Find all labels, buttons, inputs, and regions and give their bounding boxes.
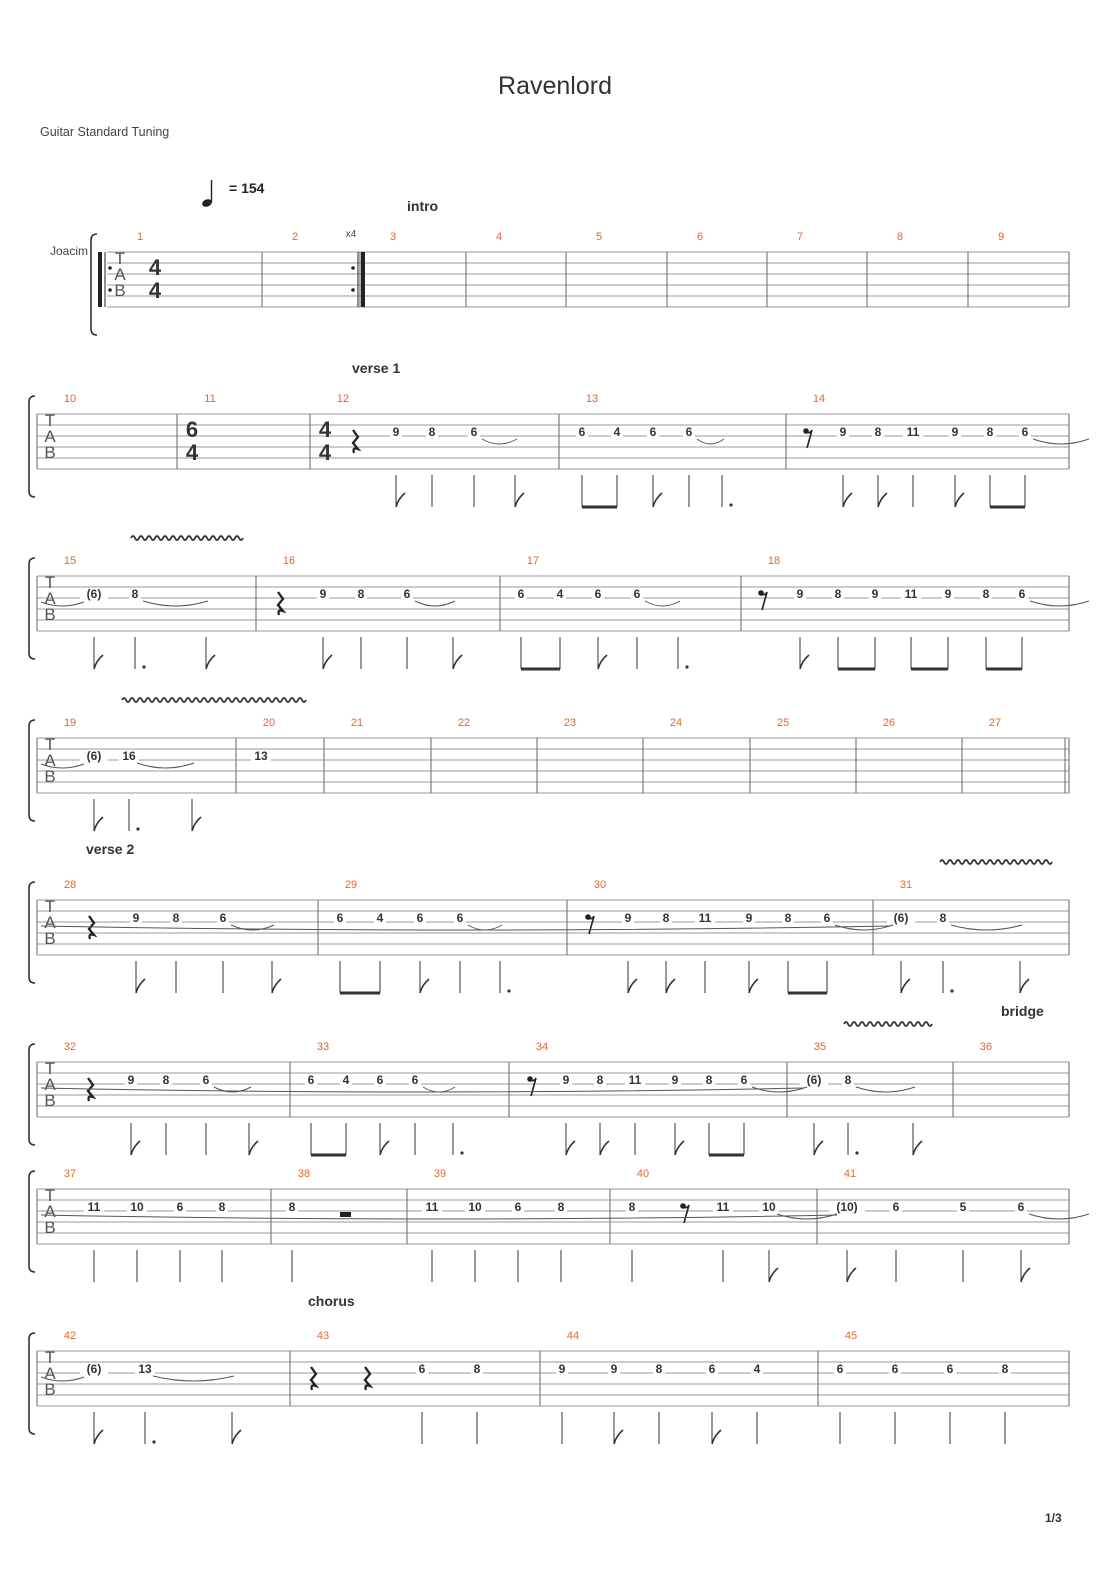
tab-clef-letter: A xyxy=(114,265,126,284)
eighth-flag xyxy=(913,1141,922,1155)
eighth-rest xyxy=(588,916,594,934)
fret-number: 8 xyxy=(557,1200,565,1214)
duration-dot xyxy=(950,989,953,992)
duration-dot xyxy=(142,665,145,668)
fret-number: 8 xyxy=(874,425,882,439)
fret-number: 6 xyxy=(307,1073,315,1087)
staff-system xyxy=(29,1171,1089,1282)
eighth-flag xyxy=(249,1141,258,1155)
measure-number: 9 xyxy=(997,231,1005,243)
tab-clef-letter: A xyxy=(44,751,56,770)
eighth-flag xyxy=(843,493,852,507)
fret-number: 10 xyxy=(130,1200,144,1214)
measure-number: 24 xyxy=(669,717,683,729)
fret-number: (6) xyxy=(806,1073,822,1087)
measure-number: 4 xyxy=(495,231,503,243)
fret-number: 10 xyxy=(762,1200,776,1214)
fret-number: 9 xyxy=(839,425,847,439)
eighth-flag xyxy=(380,1141,389,1155)
time-signature-top: 4 xyxy=(318,417,332,442)
staff-brace xyxy=(29,1333,35,1434)
fret-number: 8 xyxy=(662,911,670,925)
staff-system xyxy=(29,1022,1069,1155)
eighth-rest xyxy=(530,1078,536,1096)
tie-arc xyxy=(143,601,208,606)
measure-number: 1 xyxy=(136,231,144,243)
fret-number: (6) xyxy=(893,911,909,925)
staff-system xyxy=(29,698,1069,831)
fret-number: 6 xyxy=(403,587,411,601)
staff-system xyxy=(29,536,1089,669)
tab-clef-letter: T xyxy=(44,573,56,592)
eighth-flag xyxy=(206,655,215,669)
fret-number: 8 xyxy=(982,587,990,601)
tab-clef-letter: B xyxy=(44,1380,56,1399)
page-number: 1/3 xyxy=(1045,1511,1062,1525)
staff-brace xyxy=(29,396,35,497)
eighth-flag xyxy=(420,979,429,993)
fret-number: 9 xyxy=(610,1362,618,1376)
track-name: Joacim xyxy=(49,244,89,258)
measure-number: 17 xyxy=(526,555,540,567)
fret-number: 4 xyxy=(376,911,384,925)
measure-number: 43 xyxy=(316,1330,330,1342)
vibrato-line xyxy=(940,860,1052,864)
fret-number: 6 xyxy=(416,911,424,925)
fret-number: 6 xyxy=(708,1362,716,1376)
section-marker: bridge xyxy=(1001,1003,1044,1019)
tab-clef-letter: A xyxy=(44,1075,56,1094)
fret-number: 6 xyxy=(823,911,831,925)
fret-number: 6 xyxy=(1018,587,1026,601)
tab-clef-letter: B xyxy=(44,767,56,786)
fret-number: 13 xyxy=(138,1362,152,1376)
section-marker: verse 1 xyxy=(352,360,401,376)
eighth-flag xyxy=(1020,979,1029,993)
measure-number: 10 xyxy=(63,393,77,405)
fret-number: 8 xyxy=(428,425,436,439)
fret-number: 6 xyxy=(456,911,464,925)
eighth-flag xyxy=(94,817,103,831)
fret-number: 6 xyxy=(1017,1200,1025,1214)
time-signature-top: 4 xyxy=(148,255,162,280)
measure-number: 12 xyxy=(336,393,350,405)
fret-number: 8 xyxy=(986,425,994,439)
measure-number: 45 xyxy=(844,1330,858,1342)
eighth-flag xyxy=(628,979,637,993)
measure-number: 20 xyxy=(262,717,276,729)
repeat-dot xyxy=(108,288,112,292)
fret-number: 11 xyxy=(87,1200,101,1214)
eighth-flag xyxy=(323,655,332,669)
section-marker: chorus xyxy=(308,1293,355,1309)
quarter-rest xyxy=(278,592,283,615)
eighth-flag xyxy=(769,1268,778,1282)
eighth-rest xyxy=(683,1205,689,1223)
measure-number: 13 xyxy=(585,393,599,405)
fret-number: 9 xyxy=(951,425,959,439)
fret-number: (6) xyxy=(86,1362,102,1376)
time-signature-bottom: 4 xyxy=(185,440,199,465)
fret-number: 10 xyxy=(468,1200,482,1214)
measure-number: 27 xyxy=(988,717,1002,729)
eighth-flag xyxy=(453,655,462,669)
fret-number: 6 xyxy=(514,1200,522,1214)
fret-number: 8 xyxy=(357,587,365,601)
fret-number: 6 xyxy=(1021,425,1029,439)
fret-number: 11 xyxy=(716,1200,730,1214)
repeat-dot xyxy=(108,266,112,270)
fret-number: 8 xyxy=(172,911,180,925)
staff-system xyxy=(91,234,1069,335)
fret-number: 11 xyxy=(628,1073,642,1087)
tie-arc xyxy=(1030,601,1089,606)
measure-number: 38 xyxy=(297,1168,311,1180)
tie-arc xyxy=(41,926,891,930)
duration-dot xyxy=(507,989,510,992)
fret-number: 6 xyxy=(517,587,525,601)
tab-clef-letter: B xyxy=(44,929,56,948)
repeat-count: x4 xyxy=(345,229,357,240)
tie-arc xyxy=(1033,439,1089,444)
fret-number: 13 xyxy=(254,749,268,763)
tempo-value: = 154 xyxy=(229,180,265,196)
quarter-rest xyxy=(89,916,94,939)
tab-clef-letter: T xyxy=(44,897,56,916)
eighth-flag xyxy=(712,1430,721,1444)
measure-number: 39 xyxy=(433,1168,447,1180)
staff-brace xyxy=(29,558,35,659)
fret-number: 11 xyxy=(698,911,712,925)
duration-dot xyxy=(136,827,139,830)
tab-clef-letter: A xyxy=(44,1364,56,1383)
fret-number: (6) xyxy=(86,749,102,763)
fret-number: 6 xyxy=(633,587,641,601)
eighth-flag xyxy=(847,1268,856,1282)
measure-number: 35 xyxy=(813,1041,827,1053)
fret-number: 9 xyxy=(796,587,804,601)
measure-number: 32 xyxy=(63,1041,77,1053)
eighth-flag xyxy=(94,655,103,669)
eighth-flag xyxy=(131,1141,140,1155)
measure-number: 8 xyxy=(896,231,904,243)
eighth-flag xyxy=(515,493,524,507)
vibrato-line xyxy=(844,1022,932,1026)
section-marker: intro xyxy=(407,198,439,214)
fret-number: 4 xyxy=(753,1362,761,1376)
tab-clef-letter: B xyxy=(44,443,56,462)
section-marker: verse 2 xyxy=(86,841,135,857)
eighth-flag xyxy=(675,1141,684,1155)
eighth-flag xyxy=(192,817,201,831)
measure-number: 41 xyxy=(843,1168,857,1180)
eighth-rest xyxy=(806,430,812,448)
tab-clef-letter: A xyxy=(44,1202,56,1221)
eighth-flag xyxy=(800,655,809,669)
fret-number: 9 xyxy=(562,1073,570,1087)
fret-number: 9 xyxy=(392,425,400,439)
tuning-label: Guitar Standard Tuning xyxy=(40,125,170,139)
fret-number: 6 xyxy=(219,911,227,925)
measure-number: 29 xyxy=(344,879,358,891)
fret-number: 6 xyxy=(892,1200,900,1214)
duration-dot xyxy=(152,1440,155,1443)
fret-number: 9 xyxy=(624,911,632,925)
tab-clef-letter: B xyxy=(44,1091,56,1110)
staff-brace xyxy=(29,1171,35,1272)
fret-number: 9 xyxy=(671,1073,679,1087)
eighth-flag xyxy=(955,493,964,507)
measure-number: 34 xyxy=(535,1041,549,1053)
fret-number: 6 xyxy=(411,1073,419,1087)
eighth-flag xyxy=(1021,1268,1030,1282)
tie-arc xyxy=(41,1088,804,1092)
tab-clef-letter: T xyxy=(114,249,126,268)
fret-number: 11 xyxy=(906,425,920,439)
fret-number: 9 xyxy=(127,1073,135,1087)
measure-number: 36 xyxy=(979,1041,993,1053)
fret-number: 4 xyxy=(613,425,621,439)
measure-number: 26 xyxy=(882,717,896,729)
fret-number: 8 xyxy=(162,1073,170,1087)
quarter-rest xyxy=(311,1367,316,1390)
fret-number: 6 xyxy=(891,1362,899,1376)
fret-number: 8 xyxy=(628,1200,636,1214)
eighth-flag xyxy=(901,979,910,993)
eighth-flag xyxy=(878,493,887,507)
measure-number: 2 xyxy=(291,231,299,243)
time-signature-bottom: 4 xyxy=(148,278,162,303)
repeat-dot xyxy=(351,288,355,292)
eighth-rest xyxy=(761,592,767,610)
fret-number: 8 xyxy=(844,1073,852,1087)
eighth-flag xyxy=(666,979,675,993)
fret-number: 9 xyxy=(319,587,327,601)
eighth-flag xyxy=(600,1141,609,1155)
tab-clef-letter: T xyxy=(44,1348,56,1367)
fret-number: 6 xyxy=(578,425,586,439)
fret-number: 11 xyxy=(904,587,918,601)
measure-number: 18 xyxy=(767,555,781,567)
tie-arc xyxy=(1029,1214,1089,1219)
tie-arc xyxy=(137,763,194,768)
measure-number: 42 xyxy=(63,1330,77,1342)
measure-number: 40 xyxy=(636,1168,650,1180)
tie-arc xyxy=(153,1376,234,1381)
time-signature-top: 6 xyxy=(185,417,199,442)
measure-number: 44 xyxy=(566,1330,580,1342)
fret-number: 8 xyxy=(1001,1362,1009,1376)
measure-number: 25 xyxy=(776,717,790,729)
fret-number: 6 xyxy=(649,425,657,439)
fret-number: 6 xyxy=(336,911,344,925)
tie-arc xyxy=(482,439,517,444)
measure-number: 19 xyxy=(63,717,77,729)
quarter-rest xyxy=(365,1367,370,1390)
fret-number: 6 xyxy=(376,1073,384,1087)
fret-number: 6 xyxy=(836,1362,844,1376)
eighth-flag xyxy=(749,979,758,993)
tab-clef-letter: B xyxy=(114,281,126,300)
fret-number: 6 xyxy=(946,1362,954,1376)
fret-number: (6) xyxy=(86,587,102,601)
tie-arc xyxy=(645,601,680,606)
duration-dot xyxy=(729,503,732,506)
half-rest xyxy=(340,1212,351,1217)
measure-number: 21 xyxy=(350,717,364,729)
tie-arc xyxy=(41,1215,837,1219)
tab-clef-letter: T xyxy=(44,735,56,754)
eighth-flag xyxy=(94,1430,103,1444)
measure-number: 22 xyxy=(457,717,471,729)
measure-number: 11 xyxy=(204,393,216,405)
eighth-flag xyxy=(396,493,405,507)
measure-number: 5 xyxy=(595,231,603,243)
fret-number: (10) xyxy=(836,1200,858,1214)
fret-number: 6 xyxy=(685,425,693,439)
fret-number: 8 xyxy=(218,1200,226,1214)
fret-number: 8 xyxy=(596,1073,604,1087)
tie-arc xyxy=(951,925,1022,930)
measure-number: 28 xyxy=(63,879,77,891)
tab-clef-letter: B xyxy=(44,605,56,624)
fret-number: 5 xyxy=(959,1200,967,1214)
measure-number: 23 xyxy=(563,717,577,729)
fret-number: 6 xyxy=(202,1073,210,1087)
tab-clef-letter: T xyxy=(44,411,56,430)
tie-arc xyxy=(415,601,455,606)
fret-number: 9 xyxy=(558,1362,566,1376)
staff-system xyxy=(29,860,1069,993)
staff-system xyxy=(29,1333,1069,1444)
fret-number: 16 xyxy=(122,749,136,763)
fret-number: 8 xyxy=(784,911,792,925)
measure-number: 15 xyxy=(63,555,77,567)
tab-clef-letter: A xyxy=(44,427,56,446)
eighth-flag xyxy=(653,493,662,507)
repeat-dot xyxy=(351,266,355,270)
fret-number: 8 xyxy=(288,1200,296,1214)
fret-number: 4 xyxy=(556,587,564,601)
time-signature-bottom: 4 xyxy=(318,440,332,465)
tie-arc xyxy=(697,439,724,444)
tab-clef-letter: B xyxy=(44,1218,56,1237)
duration-dot xyxy=(855,1151,858,1154)
vibrato-line xyxy=(122,698,306,702)
tab-clef-letter: A xyxy=(44,589,56,608)
eighth-flag xyxy=(272,979,281,993)
duration-dot xyxy=(685,665,688,668)
staff-brace xyxy=(29,720,35,821)
measure-number: 37 xyxy=(63,1168,77,1180)
fret-number: 11 xyxy=(425,1200,439,1214)
measure-number: 31 xyxy=(899,879,913,891)
fret-number: 9 xyxy=(944,587,952,601)
staff-brace xyxy=(29,1044,35,1145)
fret-number: 6 xyxy=(470,425,478,439)
measure-number: 14 xyxy=(812,393,826,405)
eighth-flag xyxy=(566,1141,575,1155)
measure-number: 16 xyxy=(282,555,296,567)
fret-number: 6 xyxy=(740,1073,748,1087)
fret-number: 6 xyxy=(418,1362,426,1376)
fret-number: 9 xyxy=(871,587,879,601)
fret-number: 8 xyxy=(834,587,842,601)
score-title: Ravenlord xyxy=(498,72,612,100)
tab-clef-letter: T xyxy=(44,1186,56,1205)
fret-number: 8 xyxy=(473,1362,481,1376)
fret-number: 8 xyxy=(655,1362,663,1376)
eighth-flag xyxy=(232,1430,241,1444)
measure-number: 30 xyxy=(593,879,607,891)
tie-arc xyxy=(423,1087,455,1092)
fret-number: 6 xyxy=(176,1200,184,1214)
fret-number: 9 xyxy=(132,911,140,925)
tab-clef-letter: T xyxy=(44,1059,56,1078)
vibrato-line xyxy=(131,536,243,540)
fret-number: 8 xyxy=(705,1073,713,1087)
staff-brace xyxy=(29,882,35,983)
measure-number: 33 xyxy=(316,1041,330,1053)
measure-number: 3 xyxy=(389,231,397,243)
eighth-flag xyxy=(598,655,607,669)
fret-number: 8 xyxy=(939,911,947,925)
eighth-flag xyxy=(814,1141,823,1155)
fret-number: 9 xyxy=(745,911,753,925)
duration-dot xyxy=(460,1151,463,1154)
measure-number: 6 xyxy=(696,231,704,243)
fret-number: 4 xyxy=(342,1073,350,1087)
staff-brace xyxy=(91,234,97,335)
fret-number: 8 xyxy=(131,587,139,601)
tab-clef-letter: A xyxy=(44,913,56,932)
quarter-rest xyxy=(353,430,358,453)
fret-number: 6 xyxy=(594,587,602,601)
eighth-flag xyxy=(136,979,145,993)
tie-arc xyxy=(468,925,502,930)
tie-arc xyxy=(856,1087,915,1092)
eighth-flag xyxy=(614,1430,623,1444)
measure-number: 7 xyxy=(796,231,804,243)
